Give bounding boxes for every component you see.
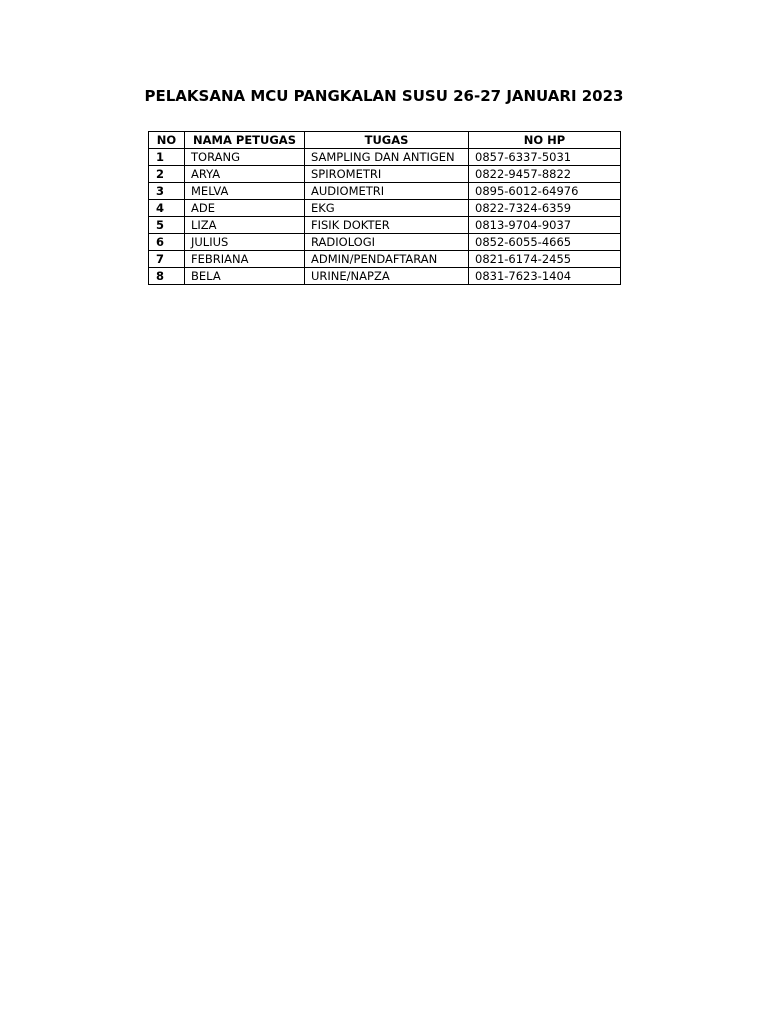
- staff-phone: 0857-6337-5031: [469, 149, 621, 166]
- table-row: [149, 200, 621, 217]
- staff-task: URINE/NAPZA: [305, 268, 469, 285]
- staff-task: ADMIN/PENDAFTARAN: [305, 251, 469, 268]
- header-tugas: TUGAS: [305, 132, 469, 149]
- staff-task: SPIROMETRI: [305, 166, 469, 183]
- header-no-hp: NO HP: [469, 132, 621, 149]
- staff-task: SAMPLING DAN ANTIGEN: [305, 149, 469, 166]
- table-row: [149, 149, 621, 166]
- table-row: [149, 217, 621, 234]
- row-number: 5: [149, 217, 185, 234]
- staff-name: ADE: [185, 200, 305, 217]
- staff-task: AUDIOMETRI: [305, 183, 469, 200]
- staff-task: RADIOLOGI: [305, 234, 469, 251]
- staff-name: ARYA: [185, 166, 305, 183]
- table-header-row: [149, 132, 621, 149]
- staff-name: JULIUS: [185, 234, 305, 251]
- table-row: [149, 183, 621, 200]
- staff-phone: 0822-9457-8822: [469, 166, 621, 183]
- table-row: [149, 234, 621, 251]
- row-number: 8: [149, 268, 185, 285]
- header-no: NO: [149, 132, 185, 149]
- row-number: 4: [149, 200, 185, 217]
- row-number: 2: [149, 166, 185, 183]
- staff-phone: 0831-7623-1404: [469, 268, 621, 285]
- table-row: [149, 268, 621, 285]
- staff-phone: 0821-6174-2455: [469, 251, 621, 268]
- staff-name: MELVA: [185, 183, 305, 200]
- row-number: 3: [149, 183, 185, 200]
- row-number: 1: [149, 149, 185, 166]
- row-number: 7: [149, 251, 185, 268]
- staff-phone: 0822-7324-6359: [469, 200, 621, 217]
- staff-phone: 0813-9704-9037: [469, 217, 621, 234]
- staff-table: [148, 131, 621, 285]
- staff-task: EKG: [305, 200, 469, 217]
- staff-name: TORANG: [185, 149, 305, 166]
- staff-phone: 0852-6055-4665: [469, 234, 621, 251]
- staff-name: FEBRIANA: [185, 251, 305, 268]
- table-row: [149, 251, 621, 268]
- header-nama-petugas: NAMA PETUGAS: [185, 132, 305, 149]
- document-title: PELAKSANA MCU PANGKALAN SUSU 26-27 JANUARI 2023: [144, 87, 624, 105]
- table-row: [149, 166, 621, 183]
- staff-name: LIZA: [185, 217, 305, 234]
- row-number: 6: [149, 234, 185, 251]
- staff-phone: 0895-6012-64976: [469, 183, 621, 200]
- staff-name: BELA: [185, 268, 305, 285]
- staff-task: FISIK DOKTER: [305, 217, 469, 234]
